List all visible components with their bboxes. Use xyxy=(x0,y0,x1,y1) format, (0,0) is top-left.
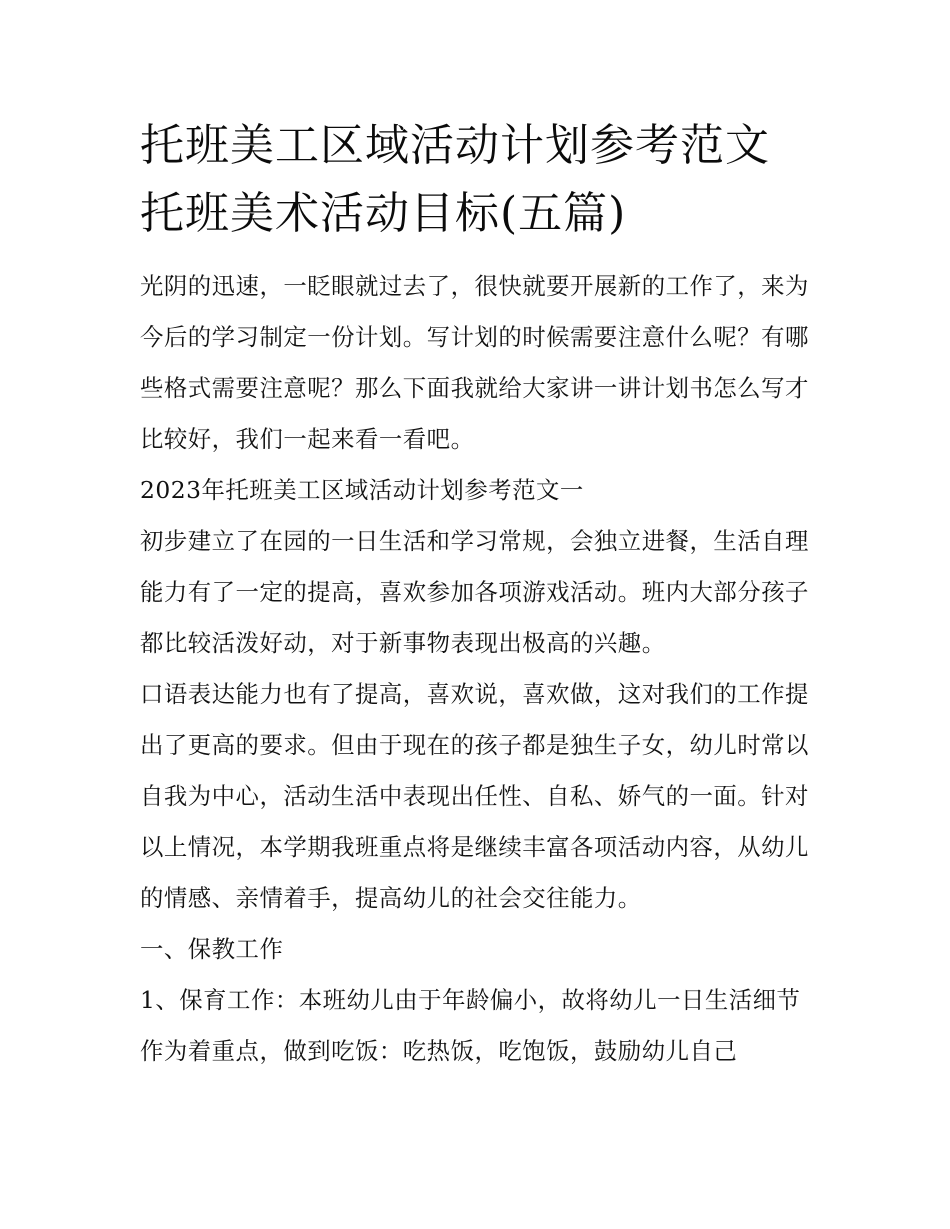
document-content xyxy=(140,112,812,1077)
section-heading-sample-one: 2023年托班美工区域活动计划参考范文一 xyxy=(140,476,584,504)
document-body xyxy=(140,261,812,1077)
body-paragraph: 口语表达能力也有了提高，喜欢说，喜欢做，这对我们的工作提出了更高的要求。但由于现在的孩子都是独生子女，幼儿时常以自我为中心，活动生活中表现出任性、自私、娇气的一面。针对以上情况，本学期我班重点将是继续丰富各项活动内容，从幼儿的情感、亲情着手，提高幼儿的社会交往能力。 xyxy=(140,680,809,912)
section-heading-care-work: 一、保教工作 xyxy=(140,935,284,963)
body-paragraph: 1、保育工作：本班幼儿由于年龄偏小，故将幼儿一日生活细节作为着重点，做到吃饭：吃热饭，吃饱饭，鼓励幼儿自己 xyxy=(140,986,801,1065)
intro-paragraph: 光阴的迅速，一眨眼就过去了，很快就要开展新的工作了，来为今后的学习制定一份计划。写计划的时候需要注意什么呢？有哪些格式需要注意呢？那么下面我就给大家讲一讲计划书怎么写才比较好，我们一起来看一看吧。 xyxy=(140,272,809,453)
body-paragraph: 初步建立了在园的一日生活和学习常规，会独立进餐，生活自理能力有了一定的提高，喜欢参加各项游戏活动。班内大部分孩子都比较活泼好动，对于新事物表现出极高的兴趣。 xyxy=(140,527,809,657)
document-title: 托班美工区域活动计划参考范文 托班美术活动目标(五篇) xyxy=(140,120,770,239)
